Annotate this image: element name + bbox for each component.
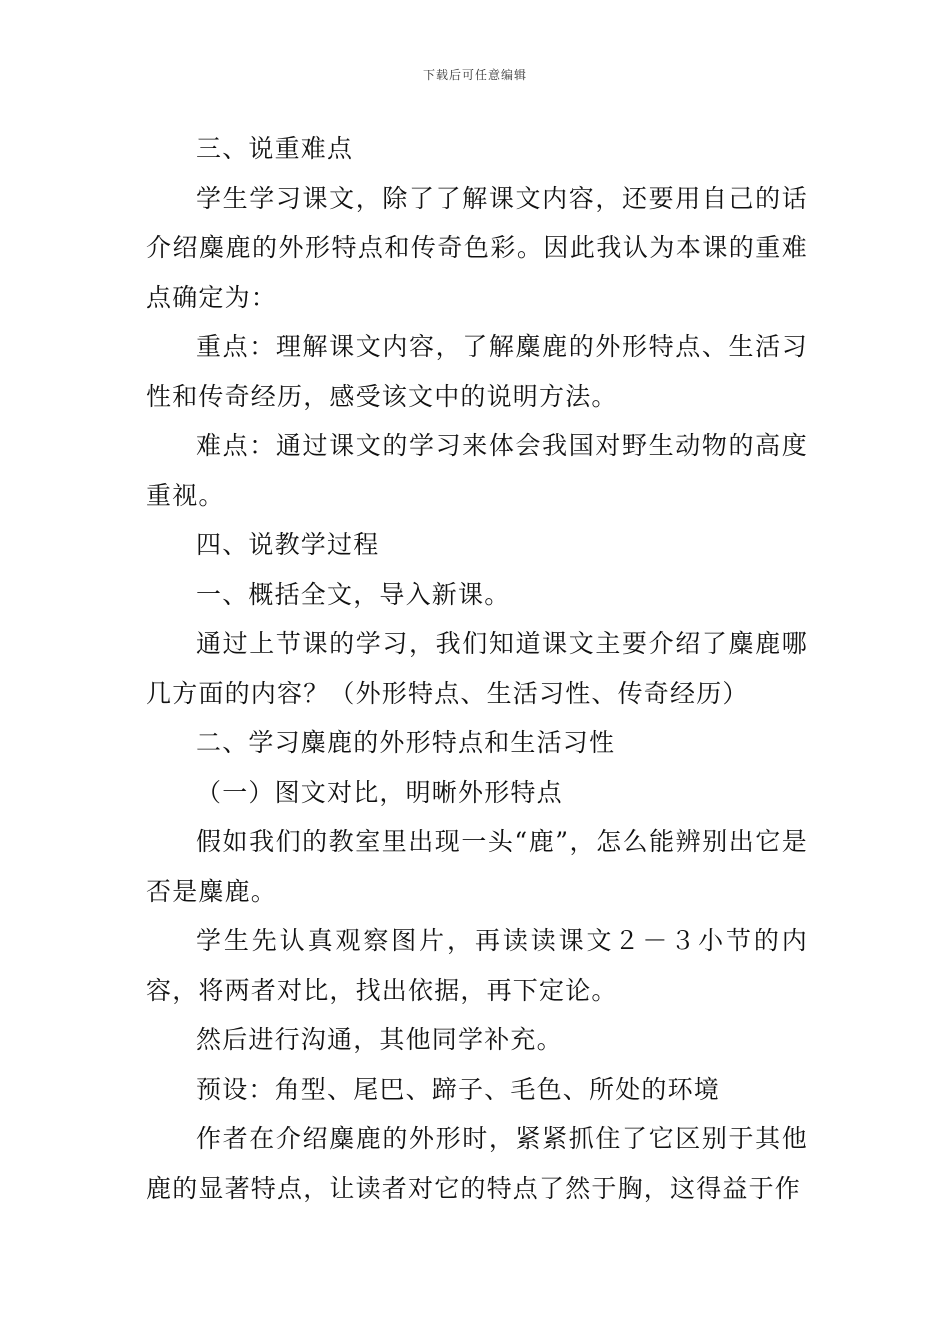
section-heading-teaching-process: 四、说教学过程 [196,530,380,559]
subsection-heading: （一）图文对比，明晰外形特点 [196,777,563,807]
section-heading-key-difficulties: 三、说重难点 [196,134,354,163]
body-paragraph: 假如我们的教室里出现一头“鹿”，怎么能辨别出它是否是麋鹿。 [146,827,808,906]
body-paragraph: 重点：理解课文内容，了解麋鹿的外形特点、生活习性和传奇经历，感受该文中的说明方法。 [146,332,808,411]
body-paragraph: 学生先认真观察图片，再读读课文２－３小节的内容，将两者对比，找出依据，再下定论。 [146,926,808,1005]
body-paragraph: 作者在介绍麋鹿的外形时，紧紧抓住了它区别于其他鹿的显著特点，让读者对它的特点了然于胸，这得益于作 [146,1124,808,1203]
body-paragraph: 预设：角型、尾巴、蹄子、毛色、所处的环境 [196,1074,721,1104]
body-paragraph: 难点：通过课文的学习来体会我国对野生动物的高度重视。 [146,431,808,510]
subsection-heading: 二、学习麋鹿的外形特点和生活习性 [196,728,616,757]
body-paragraph: 学生学习课文，除了了解课文内容，还要用自己的话介绍麋鹿的外形特点和传奇色彩。因此我认为本课的重难点确定为： [146,183,808,312]
page-header: 下载后可任意编辑 [422,68,527,82]
subsection-heading: 一、概括全文，导入新课。 [196,579,511,609]
body-paragraph: 通过上节课的学习，我们知道课文主要介绍了麋鹿哪几方面的内容？（外形特点、生活习性、传奇经历） [146,629,808,708]
body-paragraph: 然后进行沟通，其他同学补充。 [196,1025,563,1054]
document-body [146,124,808,1213]
